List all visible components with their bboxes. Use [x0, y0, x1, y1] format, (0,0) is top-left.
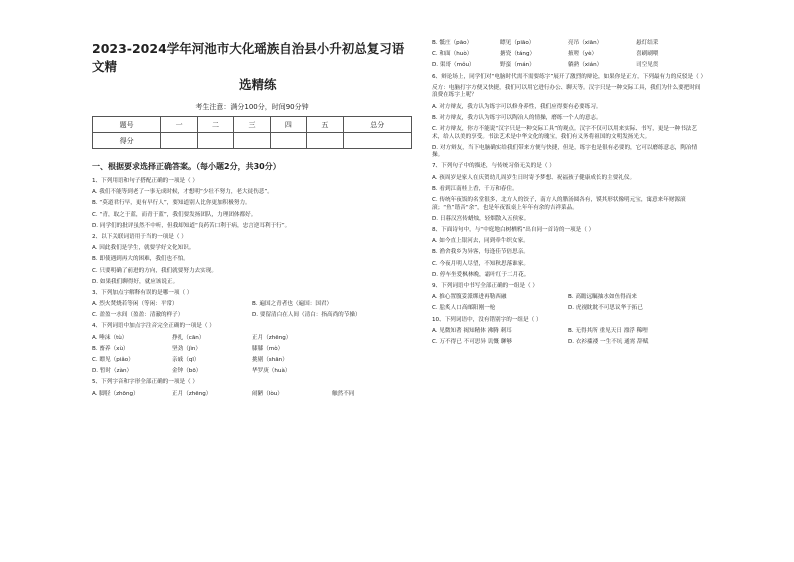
question-line: A. 孩周岁是家人在庆贺幼儿周岁生日时寄予梦想、祝福孩子健康成长的主要礼仪。	[432, 174, 636, 181]
option-text: 亲戚（qī）	[172, 357, 200, 363]
question-line: B. 看到江南桂上香，千万和春住。	[432, 185, 518, 192]
option-row	[432, 305, 704, 313]
option-text: C. 和面（huò）	[432, 51, 473, 58]
question-line: 7、下列句子中的描述，与传统习俗无关的是（ ）	[432, 163, 555, 170]
question-line: A. 因此我们是学生，就要学好文化知识。	[92, 245, 195, 252]
question-line: A. 我们不能等到老了一事无成时候，才想明“少壮不努力，老大徒伤悲”。	[92, 189, 273, 196]
option-text: B. 骶庄（pāo）	[432, 40, 473, 46]
option-text: 坚劲（jìn）	[172, 345, 202, 352]
option-row	[432, 62, 704, 70]
option-row	[432, 51, 704, 59]
question-line: 5、下列字音和字形全部正确的一项是（ ）	[92, 379, 199, 386]
question-line: D. 对方辩友，当下电脑确实给我们带来方便与快捷，但是，练字也是很有必要的，它可以磨练意志，陶冶情操。	[432, 144, 698, 159]
score-cell	[234, 133, 270, 149]
option-text: 正月（zhēng）	[172, 390, 212, 397]
option-text: D. 渠哥（mǒu）	[432, 62, 475, 69]
question-line: C. 对方辩友，你方不能说“汉字只是一种交际工具”的观点。汉字不仅可以用来实际、书写，更是一种书法艺术，给人以美的享受。书法艺术是中华文化的瑰宝，我们有义务将祖国的文明发扬光大。	[432, 125, 697, 140]
right-questions	[432, 40, 707, 346]
option-text: A. 见微知著 揭知精体 沸腾 刺耳	[432, 327, 512, 334]
section-heading: 一、根据要求选择正确答案。（每小题2分，共30分）	[92, 162, 281, 171]
score-header-cell: 一	[161, 117, 197, 133]
option-text: 野蛮（mán）	[500, 62, 535, 69]
option-text: 闹陋（lòu）	[252, 390, 283, 397]
option-row	[432, 328, 704, 336]
question-line: B. 对方辩友，我方认为练字可以陶冶人的情操，磨练一个人的意志。	[432, 114, 602, 121]
option-text	[332, 335, 412, 343]
option-text: 挑剔（shān）	[252, 357, 288, 363]
option-text: C. 万不得已 不可思异 讥慨 聊够	[432, 338, 512, 345]
option-row	[92, 346, 412, 354]
question-line: 2、以下关联词语用于当的一项是（ ）	[92, 233, 187, 240]
option-text: 瞟见（piāo）	[500, 40, 535, 46]
question-line: D. 日暮汉宫传蜡烛，轻烟散入五侯家。	[432, 215, 530, 222]
score-header-cell: 题号	[93, 117, 161, 133]
option-text: 悬灯结采	[636, 40, 659, 46]
question-line: A. 对方辩友，我方认为练字可以修身养性，我们应得要有必要练习。	[432, 103, 602, 110]
score-row	[93, 133, 412, 149]
option-text: D. 要留清白在人间（清白：指高尚的节操）	[252, 312, 361, 319]
option-row	[432, 40, 704, 48]
option-text	[332, 368, 412, 376]
option-text: B. 畜养（xù）	[92, 345, 129, 352]
option-row	[92, 312, 412, 320]
option-text: 搪瓷（táng）	[500, 51, 536, 58]
score-cell	[270, 133, 306, 149]
option-text: 挣扎（cān）	[172, 334, 205, 341]
right-column	[432, 40, 707, 350]
question-line: D. 如果我们聊得好，就应该说正。	[92, 278, 179, 285]
question-line: 4、下列词语中加点字注音完全正确的一项是（ ）	[92, 323, 215, 330]
question-line: B. 渔舍我乡为异客，每逢佳节倍思亲。	[432, 249, 529, 256]
option-text: 触然不同	[332, 390, 355, 397]
option-text: 膝膝（mò）	[252, 345, 284, 352]
exam-note: 考生注意：满分100分，时间90分钟	[195, 103, 309, 111]
score-header-row	[93, 117, 412, 133]
option-text: D. 暂时（zàn）	[92, 368, 133, 375]
option-text: 亮吊（xiān）	[568, 40, 603, 46]
left-questions	[92, 178, 412, 398]
score-header-cell: 四	[270, 117, 306, 133]
option-text: A. 推心置腹妥派绑进再勒西融	[432, 294, 507, 301]
option-text: D. 虎视眈眈不可思议华于拓已	[568, 305, 643, 312]
question-line: C. 传统年夜饭的名堂很多，北方人的饺子，南方人的腊汤圆各有，馍其形状像明元宝，寓意来年财源滚滚；“鱼”谐音“余”，也是年夜饭桌上年年有余的吉祥菜品。	[432, 197, 686, 211]
question-line: 1、下列用语和句子搭配正确的一项是（ ）	[92, 178, 199, 184]
option-row	[92, 357, 412, 365]
question-line: D. 同学们的批评虽然不中听，但我却知道“良药苦口利于病，忠言逆耳利于行”。	[92, 222, 291, 229]
question-line: A. 如今直上银河去，同到牵牛织女家。	[432, 238, 529, 245]
score-cell	[307, 133, 343, 149]
option-text: C. 盈盈一水间（盈盈：清澈的样子）	[92, 312, 184, 319]
option-row	[92, 368, 412, 376]
score-table	[92, 116, 412, 149]
option-text: 司空见贯	[636, 62, 659, 69]
option-text: 正月（zhēng）	[252, 334, 292, 341]
option-text: C. 瞟见（piǎo）	[92, 357, 134, 363]
question-line: 8、下面诗句中，与“中庭地白树栖鸦”出自同一首诗的一项是（ ）	[432, 227, 595, 233]
option-row	[432, 339, 704, 347]
option-text: A. 脚胫（zhōng）	[92, 390, 139, 397]
option-text: A. 唾沫（tù）	[92, 334, 128, 341]
option-text: 华罗庚（huà）	[252, 368, 291, 375]
score-row-label: 得分	[93, 133, 161, 149]
option-text: B. 高瞻远瞩抽水如鱼得而来	[568, 294, 637, 301]
title-line-1: 2023-2024学年河池市大化瑶族自治县小升初总复习语文精	[92, 41, 405, 74]
option-text: 金钟（bō）	[172, 368, 202, 375]
score-cell	[197, 133, 233, 149]
option-text: B. 遍国之青者也（遍国：国君）	[252, 301, 333, 308]
score-header-cell: 总分	[343, 117, 411, 133]
option-row	[92, 391, 412, 399]
left-column	[92, 40, 412, 402]
option-text: C. 脍炙人口高邮阳刚一枪	[432, 305, 496, 312]
question-line: 10、下列词语中，没有错别字的一组是（ ）	[432, 316, 542, 323]
question-line: 6、辩论场上，同学们对“电脑时代需不需要练字”展开了激烈的辩论，如果你是正方，下列最有力的反驳是（ ）	[432, 73, 707, 80]
option-row	[92, 335, 412, 343]
option-text	[332, 346, 412, 354]
option-text	[332, 357, 412, 365]
score-cell	[343, 133, 411, 149]
score-header-cell: 三	[234, 117, 270, 133]
option-text: D. 衣衫褴褛 一生不坑 通霄 辞赋	[568, 338, 649, 345]
option-text: A. 烈火焚烧若等闲（等闲：平常）	[92, 301, 178, 308]
score-cell	[161, 133, 197, 149]
option-text: 喜刷刷喂	[636, 51, 659, 58]
question-line: 9、下列词语中书写全部正确的一组是（ ）	[432, 282, 539, 289]
exam-title	[92, 40, 412, 94]
question-line: B. “莫道君行早，更有早行人”，要知道别人比你更加积极努力。	[92, 200, 251, 207]
title-line-2: 选精练	[239, 77, 277, 92]
question-line: 反方：电脑打字方便又快捷，我们可以用它进行办公、聊天等。汉字只是一种交际工具，我们为什么要把时间浪费在练字上呢？	[432, 84, 701, 99]
score-header-cell: 五	[307, 117, 343, 133]
option-text: B. 无得其所 重见天日 漂浮 稀哩	[568, 327, 648, 334]
question-line: C. 只要明确了前进的方向，我们就要努力去实现。	[92, 267, 217, 274]
option-row	[92, 301, 412, 309]
question-line: C. “青，取之于蓝，而青于蓝”，我们要发扬团队，力理团体都好。	[92, 211, 257, 218]
question-line: 3、下列加点字解释有误的是哪一项（ ）	[92, 289, 193, 296]
score-header-cell: 二	[197, 117, 233, 133]
question-line: D. 停车坐爱枫林晚，霜叶红于二月花。	[432, 271, 530, 278]
question-line: B. 即使遇到再大的困难，我们也不怕。	[92, 256, 189, 263]
option-text: 掖嗟（yè）	[568, 51, 598, 58]
option-text: 躺熟（xián）	[568, 62, 603, 69]
question-line: C. 今夜月明人尽望，不知秋思落谁家。	[432, 260, 529, 267]
option-row	[432, 294, 704, 302]
